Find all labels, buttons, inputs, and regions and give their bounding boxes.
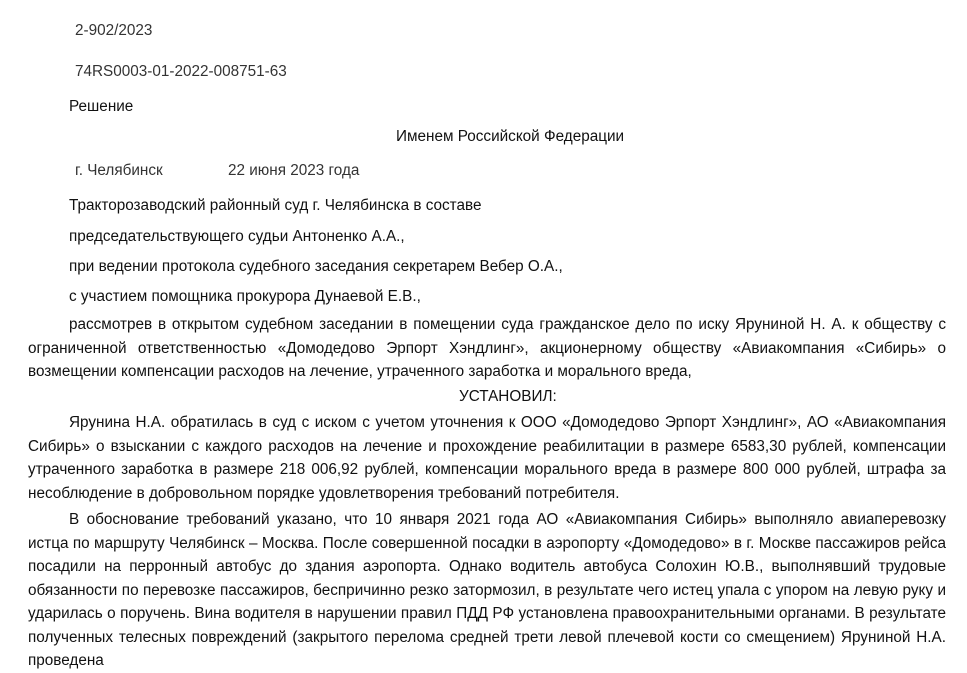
decision-city: г. Челябинск: [75, 162, 163, 179]
grounds-text: В обоснование требований указано, что 10 января 2021 года АО «Авиакомпания Сибирь» выполняло авиаперевозку истца по маршруту Челябинск – Москва. После совершенной посадки в аэропорту «Домодедово» в г. Москве пассажиров рейса посадили на перронный автобус до здания аэропорта. Однако водитель автобуса Солохин Ю.В., выполнявший трудовые обязанности по перевозке пассажиров, беспричинно резко затормозил, в результате чего истец упала с упором на левую руку и ударилась о поручень. Вина водителя в нарушении правил ПДД РФ установлена правоохранительными органами. В результате полученных телесных повреждений (закрытого перелома средней трети левой плечевой кости со смещением) Яруниной Н.А. проведена: [28, 511, 946, 669]
grounds-paragraph: [28, 508, 946, 673]
considered-paragraph: [28, 313, 946, 384]
case-number: 2-902/2023: [75, 22, 153, 39]
court-secretary: при ведении протокола судебного заседания секретарем Вебер О.А.,: [69, 258, 563, 275]
case-uid: 74RS0003-01-2022-008751-63: [75, 63, 287, 80]
in-name-of-federation: Именем Российской Федерации: [396, 128, 625, 145]
claim-paragraph: [28, 411, 946, 505]
considered-text: рассмотрев в открытом судебном заседании в помещении суда гражданское дело по иску Яруниной Н. А. к обществу с ограниченной ответственностью «Домодедово Эрпорт Хэндлинг», акционерному обществу «Авиакомпания «Сибирь» о возмещении компенсации расходов на лечение, утраченного заработка и морального вреда,: [28, 316, 946, 380]
decision-date: 22 июня 2023 года: [228, 162, 360, 179]
court-composition: Тракторозаводский районный суд г. Челябинска в составе: [69, 197, 482, 214]
established-heading: УСТАНОВИЛ:: [459, 388, 557, 405]
document-type: Решение: [69, 98, 134, 115]
prosecutor-assistant: с участием помощника прокурора Дунаевой Е.В.,: [69, 288, 421, 305]
presiding-judge: председательствующего судьи Антоненко А.А.,: [69, 228, 405, 245]
claim-text: Ярунина Н.А. обратилась в суд с иском с учетом уточнения к ООО «Домодедово Эрпорт Хэндлинг», АО «Авиакомпания Сибирь» о взыскании с каждого расходов на лечение и прохождение реабилитации в размере 6583,30 рублей, компенсации утраченного заработка в размере 218 006,92 рублей, компенсации морального вреда в размере 800 000 рублей, штрафа за несоблюдение в добровольном порядке удовлетворения требований потребителя.: [28, 414, 946, 502]
